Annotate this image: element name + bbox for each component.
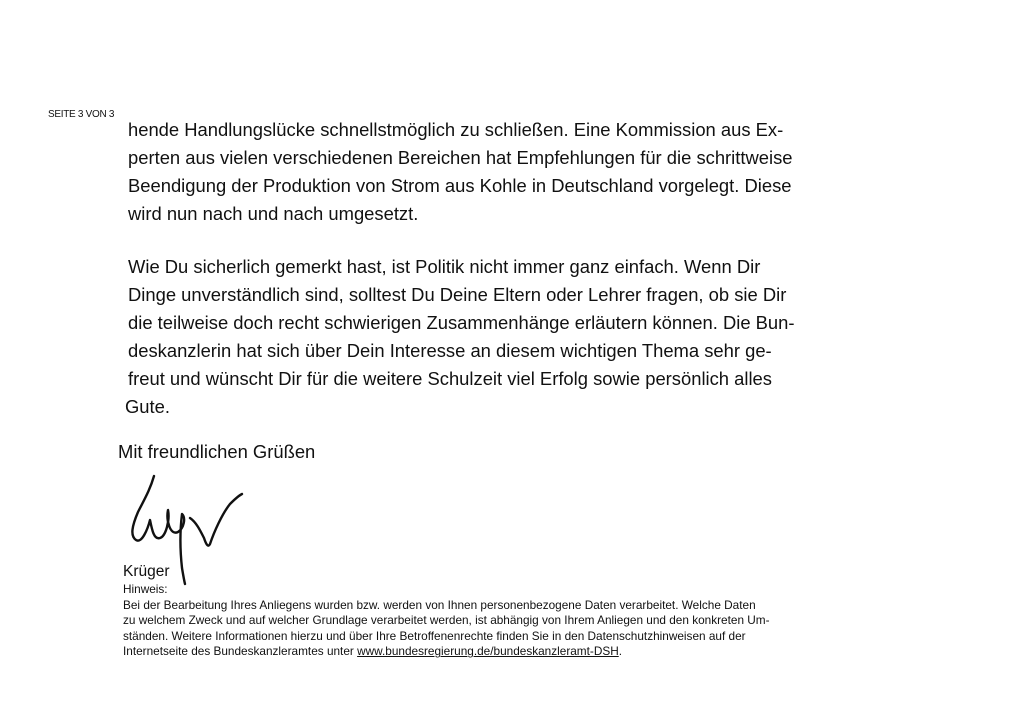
page-number: SEITE 3 VON 3: [48, 109, 115, 120]
notice-line-suffix: .: [618, 644, 623, 659]
notice-line-last: [123, 644, 770, 660]
notice-heading: Hinweis:: [123, 582, 168, 596]
privacy-notice: [123, 582, 770, 660]
paragraph-line: Gute.: [125, 396, 170, 417]
paragraph-line: perten aus vielen verschiedenen Bereichen hat Empfehlungen für die schrittweise: [128, 147, 793, 168]
paragraph-line: wird nun nach und nach umgesetzt.: [128, 203, 419, 224]
paragraph-1: [128, 116, 793, 228]
paragraph-2: [125, 253, 795, 421]
notice-line-prefix: Internetseite des Bundeskanzleramtes unter: [123, 644, 358, 659]
paragraph-line: Wie Du sicherlich gemerkt hast, ist Politik nicht immer ganz einfach. Wenn Dir: [128, 256, 761, 277]
privacy-link[interactable]: www.bundesregierung.de/bundeskanzleramt-DSH: [357, 644, 619, 659]
signer-name: Krüger: [123, 563, 170, 580]
paragraph-line: hende Handlungslücke schnellstmöglich zu schließen. Eine Kommission aus Ex-: [128, 119, 784, 140]
paragraph-line: Beendigung der Produktion von Strom aus Kohle in Deutschland vorgelegt. Diese: [128, 175, 792, 196]
notice-line: zu welchem Zweck und auf welcher Grundlage verarbeitet werden, ist abhängig von Ihrem Anliegen und den konkreten Um-: [123, 613, 770, 628]
closing-greeting: Mit freundlichen Grüßen: [118, 441, 316, 462]
paragraph-line: deskanzlerin hat sich über Dein Interesse an diesem wichtigen Thema sehr ge-: [128, 340, 772, 361]
notice-line: Bei der Bearbeitung Ihres Anliegens wurden bzw. werden von Ihnen personenbezogene Daten verarbeitet. Welche Daten: [123, 597, 756, 612]
paragraph-line: freut und wünscht Dir für die weitere Schulzeit viel Erfolg sowie persönlich alles: [128, 368, 772, 389]
notice-line: ständen. Weitere Informationen hierzu und über Ihre Betroffenenrechte finden Sie in den Datenschutzhinweisen auf der: [123, 628, 746, 643]
paragraph-line: Dinge unverständlich sind, solltest Du Deine Eltern oder Lehrer fragen, ob sie Dir: [128, 284, 787, 305]
paragraph-line: die teilweise doch recht schwierigen Zusammenhänge erläutern können. Die Bun-: [128, 312, 795, 333]
